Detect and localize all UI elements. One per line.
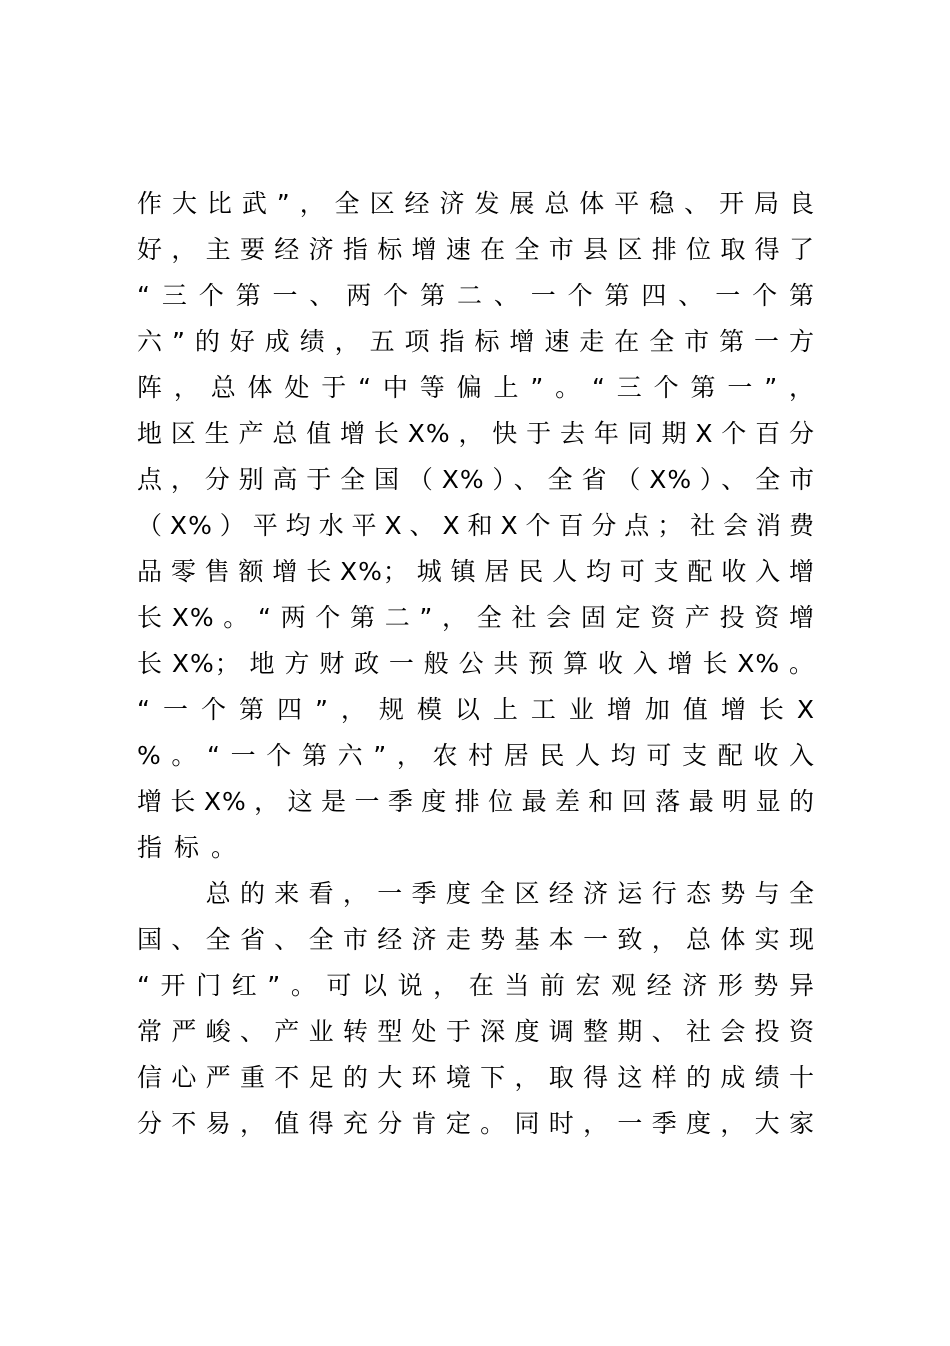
text-line: “开门红”。可以说，在当前宏观经济形势异 <box>137 971 815 1000</box>
text-line: 常严峻、产业转型处于深度调整期、社会投资 <box>137 1017 815 1046</box>
text-line: 阵，总体处于“中等偏上”。“三个第一”， <box>137 373 815 402</box>
text-line: 分不易，值得充分肯定。同时，一季度，大家 <box>137 1109 815 1138</box>
text-line: 指标。 <box>137 833 249 862</box>
text-line: %。“一个第六”，农村居民人均可支配收入 <box>137 741 815 770</box>
text-line: “一个第四”，规模以上工业增加值增长X <box>137 695 815 724</box>
text-line: 国、全省、全市经济走势基本一致，总体实现 <box>137 925 815 954</box>
text-line: 长X%。“两个第二”，全社会固定资产投资增 <box>137 603 815 632</box>
text-line: 长X%；地方财政一般公共预算收入增长X%。 <box>137 649 815 678</box>
text-line: 好，主要经济指标增速在全市县区排位取得了 <box>137 235 815 264</box>
text-line: 信心严重不足的大环境下，取得这样的成绩十 <box>137 1063 815 1092</box>
text-line: （X%）平均水平X、X和X个百分点；社会消费 <box>137 511 815 540</box>
text-line: 点，分别高于全国（X%）、全省（X%）、全市 <box>137 465 815 494</box>
text-line: 地区生产总值增长X%，快于去年同期X个百分 <box>137 419 815 448</box>
text-line: 六”的好成绩，五项指标增速走在全市第一方 <box>137 327 815 356</box>
text-line: 品零售额增长X%；城镇居民人均可支配收入增 <box>137 557 815 586</box>
text-line: 总的来看，一季度全区经济运行态势与全 <box>137 879 815 908</box>
text-line: 作大比武”，全区经济发展总体平稳、开局良 <box>137 189 815 218</box>
text-line: 增长X%，这是一季度排位最差和回落最明显的 <box>137 787 815 816</box>
paragraph-2 <box>137 871 815 1147</box>
paragraph-1 <box>137 181 815 871</box>
text-line: “三个第一、两个第二、一个第四、一个第 <box>137 281 815 310</box>
body-text <box>137 181 815 1147</box>
